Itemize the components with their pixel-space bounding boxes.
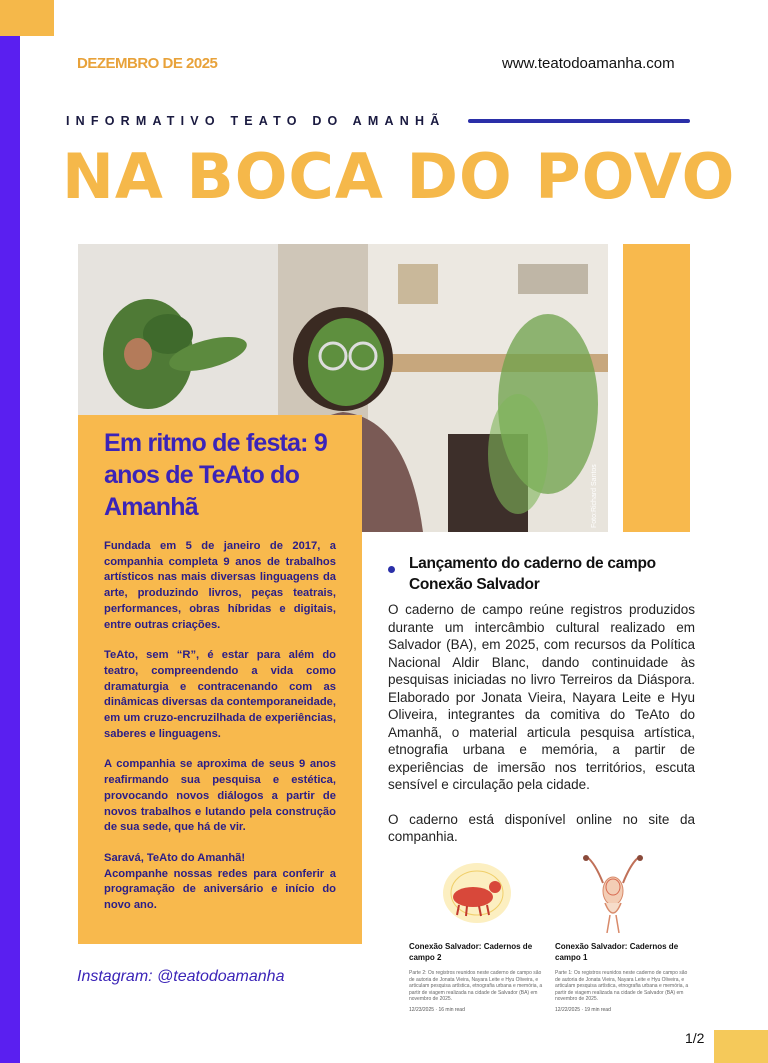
card-description: Parte 2: Os registros reunidos neste caderno de campo são de autoria de Jonata Vieira, Nayara Leite e Hyu Oliveira, e articulam pesquisa artística, etnografia urbana e memória, a partir de viagem realizada na cidade de Salvador (BA) em novembro de 2025.: [409, 970, 543, 1002]
feature-closing-greeting: Saravá, TeAto do Amanhã!: [104, 851, 246, 864]
news-title: Lançamento do caderno de campo Conexão Salvador: [409, 555, 656, 593]
figure-drawing-icon: [555, 853, 691, 933]
card-description: Parte 1: Os registros reunidos neste caderno de campo são de autoria de Jonata Vieira, Nayara Leite e Hyu Oliveira, e articulam pesquisa artística, etnografia urbana e memória, a partir de viagem realizada na cidade de Salvador (BA) em novembro de 2025.: [555, 970, 689, 1002]
feature-closing: [104, 851, 336, 914]
website-link[interactable]: www.teatodoamanha.com: [502, 55, 675, 72]
red-animal-drawing-icon: [409, 853, 545, 933]
news-paragraph: O caderno de campo reúne registros produzidos durante um intercâmbio cultural realizado em Salvador (BA), em 2025, com recursos da Política Nacional Aldir Blanc, dando continuidade às pesquisas iniciadas no livro Terreiros da Diáspora. Elaborado por Jonata Vieira, Nayara Leite e Hyu Oliveira, integrantes da comitiva do TeAto do Amanhã, o material articula pesquisa artística, etnografia urbana e memória, a partir de experiências de imersão nos territórios, escuta sensível e circulação pela cidade.: [388, 602, 695, 792]
feature-body: [104, 539, 336, 929]
instagram-handle[interactable]: Instagram: @teatodoamanha: [77, 968, 285, 985]
card-title: Conexão Salvador: Cadernos de campo 2: [409, 942, 533, 962]
issue-date: DEZEMBRO DE 2025: [77, 55, 218, 72]
page-number: 1/2: [685, 1030, 705, 1046]
feature-paragraph: A companhia se aproxima de seus 9 anos reafirmando sua pesquisa e estética, provocando novos diálogos a partir de novos trabalhos e lutando pela construção de sua sede, que há de vir.: [104, 758, 336, 834]
photo-credit: Foto:Richard Santos: [591, 464, 598, 528]
news-paragraph: O caderno está disponível online no site da companhia.: [388, 811, 695, 844]
card-thumbnail: [409, 853, 545, 933]
top-corner-block: [0, 0, 54, 36]
feature-closing-call: Acompanhe nossas redes para conferir a programação de aniversário e início do novo ano.: [104, 867, 336, 912]
card-meta: 12/23/2025 · 16 min read: [409, 1006, 465, 1013]
news-body: [388, 601, 695, 863]
feature-paragraph: Fundada em 5 de janeiro de 2017, a companhia completa 9 anos de trabalhos artísticos nas mais diversas linguagens da arte, produzindo livros, peças teatrais, performances, obras híbridas e digitais, entre outras criações.: [104, 540, 336, 631]
article-card[interactable]: [409, 853, 545, 1013]
kicker-divider: [468, 119, 690, 123]
newsletter-kicker: INFORMATIVO TEATO DO AMANHÃ: [66, 114, 446, 128]
bullet-dot-icon: [388, 566, 395, 573]
card-title: Conexão Salvador: Cadernos de campo 1: [555, 942, 679, 962]
card-thumbnail: [555, 853, 691, 933]
feature-title: Em ritmo de festa: 9 anos de TeAto do Amanhã: [104, 429, 327, 521]
right-accent-block: [623, 244, 690, 532]
feature-paragraph: TeAto, sem “R”, é estar para além do teatro, compreendendo a vida como dramaturgia e contracenando com as dinâmicas diversas da contemporaneidade, em um cruzo-encruzilhada de experiências, saberes e linguagens.: [104, 649, 336, 740]
page-headline: NA BOCA DO POVO: [62, 140, 736, 213]
bottom-corner-block: [714, 1030, 768, 1063]
left-accent-bar: [0, 36, 20, 1063]
article-card[interactable]: [555, 853, 691, 1013]
card-meta: 12/22/2025 · 19 min read: [555, 1006, 611, 1013]
